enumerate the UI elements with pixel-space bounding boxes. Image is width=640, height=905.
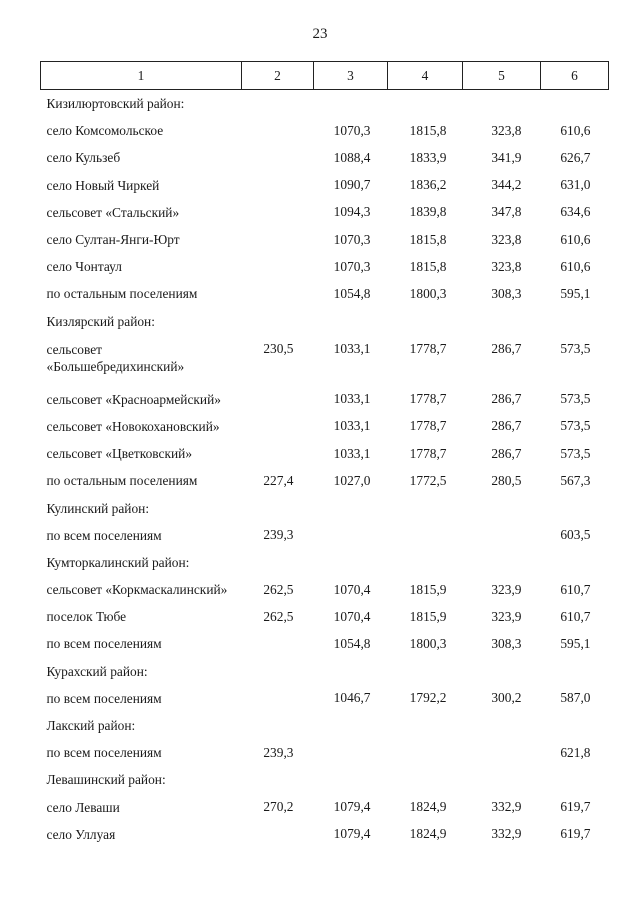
value-cell-col2 — [242, 90, 314, 118]
value-cell-col2 — [242, 712, 314, 739]
value-cell-col5: 286,7 — [491, 418, 522, 434]
value-cell-col3: 1070,4 — [333, 581, 371, 597]
page-number: 23 — [312, 26, 328, 42]
table-row — [41, 253, 609, 280]
value-cell-col4: 1778,7 — [409, 391, 447, 407]
column-header: 3 — [314, 62, 388, 90]
value-cell-col3 — [314, 90, 388, 118]
column-header: 4 — [388, 62, 463, 90]
value-cell-col4 — [388, 494, 463, 521]
value-cell-col4: 1815,9 — [409, 608, 447, 624]
district-name: Кизилюртовский район: — [46, 96, 185, 112]
value-cell-col5: 341,9 — [491, 149, 522, 165]
value-cell-col6: 610,6 — [560, 258, 591, 274]
value-cell-col5: 300,2 — [491, 690, 522, 706]
value-cell-col5 — [463, 494, 541, 521]
settlement-name: поселок Тюбе — [46, 609, 127, 625]
table-row — [41, 226, 609, 253]
value-cell-col2: 239,3 — [263, 527, 294, 543]
value-cell-col3 — [314, 549, 388, 576]
settlement-name: по всем поселениям — [46, 745, 162, 761]
settlement-name: село Уллуая — [46, 826, 116, 842]
value-cell-col4: 1815,8 — [409, 122, 447, 138]
column-header: 2 — [242, 62, 314, 90]
value-cell-col6 — [541, 658, 609, 685]
settlement-name: сельсовет «Большебредихинский» — [46, 341, 185, 374]
value-cell-col6: 595,1 — [560, 285, 591, 301]
value-cell-col5 — [463, 90, 541, 118]
value-cell-col2 — [242, 280, 314, 307]
value-cell-col6: 634,6 — [560, 204, 591, 220]
table-row — [41, 144, 609, 171]
tariff-table — [40, 61, 609, 848]
table-row — [41, 821, 609, 848]
value-cell-col5: 323,8 — [491, 231, 522, 247]
district-heading-row — [41, 658, 609, 685]
value-cell-col4: 1815,8 — [409, 231, 447, 247]
value-cell-col2 — [242, 549, 314, 576]
settlement-name: по всем поселениям — [46, 527, 162, 543]
value-cell-col6 — [541, 712, 609, 739]
table-row — [41, 576, 609, 603]
settlement-name: село Новый Чиркей — [46, 177, 160, 193]
value-cell-col6: 573,5 — [560, 340, 591, 356]
settlement-name: сельсовет «Стальский» — [46, 204, 180, 220]
value-cell-col2 — [242, 440, 314, 467]
value-cell-col2 — [242, 630, 314, 657]
settlement-name: сельсовет «Коркмаскалинский» — [46, 582, 228, 598]
value-cell-col6 — [541, 549, 609, 576]
settlement-name: сельсовет «Красноармейский» — [46, 391, 221, 407]
value-cell-col2 — [242, 199, 314, 226]
district-heading-row — [41, 494, 609, 521]
value-cell-col3 — [314, 658, 388, 685]
district-heading-row — [41, 90, 609, 118]
value-cell-col3: 1070,4 — [333, 608, 371, 624]
value-cell-col3: 1033,1 — [333, 391, 371, 407]
value-cell-col3 — [314, 739, 388, 766]
value-cell-col2 — [242, 226, 314, 253]
value-cell-col2: 270,2 — [263, 799, 294, 815]
district-heading-row — [41, 308, 609, 335]
district-name: Кумторкалинский район: — [46, 554, 190, 570]
value-cell-col3 — [314, 766, 388, 793]
district-name: Лакский район: — [46, 718, 136, 734]
settlement-name: по всем поселениям — [46, 690, 162, 706]
value-cell-col2 — [242, 172, 314, 199]
value-cell-col5: 308,3 — [491, 285, 522, 301]
value-cell-col6: 573,5 — [560, 445, 591, 461]
value-cell-col3 — [314, 308, 388, 335]
header-row — [41, 62, 609, 90]
value-cell-col4: 1836,2 — [409, 177, 447, 193]
table-row — [41, 335, 609, 386]
value-cell-col4 — [388, 308, 463, 335]
value-cell-col6: 621,8 — [560, 744, 591, 760]
value-cell-col4: 1833,9 — [409, 149, 447, 165]
district-heading-row — [41, 766, 609, 793]
value-cell-col2 — [242, 308, 314, 335]
value-cell-col6: 631,0 — [560, 177, 591, 193]
value-cell-col4: 1839,8 — [409, 204, 447, 220]
value-cell-col3: 1054,8 — [333, 635, 371, 651]
value-cell-col3: 1054,8 — [333, 285, 371, 301]
table-row — [41, 794, 609, 821]
table-row — [41, 199, 609, 226]
settlement-name: по остальным поселениям — [46, 286, 198, 302]
value-cell-col5 — [463, 658, 541, 685]
value-cell-col2 — [242, 494, 314, 521]
district-name: Кизлярский район: — [46, 313, 155, 329]
value-cell-col2 — [242, 685, 314, 712]
table-row — [41, 630, 609, 657]
settlement-name: село Чонтаул — [46, 259, 122, 275]
table-row — [41, 522, 609, 549]
value-cell-col3: 1079,4 — [333, 826, 371, 842]
settlement-name: сельсовет «Цветковский» — [46, 446, 193, 462]
value-cell-col4 — [388, 658, 463, 685]
value-cell-col5: 323,9 — [491, 608, 522, 624]
settlement-name: село Комсомольское — [46, 123, 164, 139]
settlement-name: село Леваши — [46, 799, 120, 815]
value-cell-col3: 1033,1 — [333, 445, 371, 461]
column-header: 6 — [541, 62, 609, 90]
table-row — [41, 386, 609, 413]
value-cell-col3 — [314, 522, 388, 549]
value-cell-col6: 603,5 — [560, 527, 591, 543]
value-cell-col2 — [242, 766, 314, 793]
value-cell-col5: 332,9 — [491, 799, 522, 815]
value-cell-col3: 1033,1 — [333, 340, 371, 356]
value-cell-col2: 262,5 — [263, 608, 294, 624]
value-cell-col3: 1090,7 — [333, 177, 371, 193]
district-heading-row — [41, 549, 609, 576]
value-cell-col3: 1070,3 — [333, 258, 371, 274]
value-cell-col5: 308,3 — [491, 635, 522, 651]
value-cell-col4 — [388, 712, 463, 739]
value-cell-col6 — [541, 90, 609, 118]
value-cell-col6 — [541, 308, 609, 335]
value-cell-col2 — [242, 658, 314, 685]
settlement-name: по всем поселениям — [46, 636, 162, 652]
value-cell-col4: 1824,9 — [409, 799, 447, 815]
table-row — [41, 603, 609, 630]
value-cell-col4: 1778,7 — [409, 445, 447, 461]
value-cell-col6 — [541, 494, 609, 521]
value-cell-col6: 610,7 — [560, 608, 591, 624]
value-cell-col6: 573,5 — [560, 418, 591, 434]
value-cell-col4: 1824,9 — [409, 826, 447, 842]
value-cell-col3: 1088,4 — [333, 149, 371, 165]
value-cell-col5: 286,7 — [491, 445, 522, 461]
value-cell-col3: 1094,3 — [333, 204, 371, 220]
settlement-name: село Кульзеб — [46, 150, 121, 166]
value-cell-col4 — [388, 739, 463, 766]
value-cell-col4: 1815,8 — [409, 258, 447, 274]
district-name: Курахский район: — [46, 663, 148, 679]
value-cell-col6: 595,1 — [560, 635, 591, 651]
district-name: Кулинский район: — [46, 500, 150, 516]
value-cell-col3 — [314, 494, 388, 521]
value-cell-col3: 1070,3 — [333, 122, 371, 138]
value-cell-col3: 1079,4 — [333, 799, 371, 815]
value-cell-col5 — [463, 308, 541, 335]
value-cell-col3: 1027,0 — [333, 472, 371, 488]
column-header: 5 — [463, 62, 541, 90]
value-cell-col5: 323,8 — [491, 258, 522, 274]
value-cell-col6: 610,6 — [560, 122, 591, 138]
value-cell-col5 — [463, 766, 541, 793]
value-cell-col2: 262,5 — [263, 581, 294, 597]
table-row — [41, 172, 609, 199]
value-cell-col5: 286,7 — [491, 340, 522, 356]
value-cell-col5: 344,2 — [491, 177, 522, 193]
value-cell-col2: 239,3 — [263, 744, 294, 760]
value-cell-col4: 1800,3 — [409, 635, 447, 651]
value-cell-col3: 1070,3 — [333, 231, 371, 247]
value-cell-col2 — [242, 117, 314, 144]
value-cell-col6: 610,7 — [560, 581, 591, 597]
value-cell-col4: 1778,7 — [409, 340, 447, 356]
table-header — [41, 62, 609, 90]
value-cell-col5 — [463, 739, 541, 766]
value-cell-col5: 286,7 — [491, 391, 522, 407]
value-cell-col3: 1033,1 — [333, 418, 371, 434]
column-header: 1 — [41, 62, 242, 90]
value-cell-col2: 227,4 — [263, 472, 294, 488]
value-cell-col4 — [388, 766, 463, 793]
district-name: Левашинский район: — [46, 772, 166, 788]
table-row — [41, 413, 609, 440]
value-cell-col6: 610,6 — [560, 231, 591, 247]
settlement-name: село Султан-Янги-Юрт — [46, 232, 180, 248]
table-row — [41, 685, 609, 712]
value-cell-col4 — [388, 90, 463, 118]
value-cell-col2 — [242, 413, 314, 440]
value-cell-col2 — [242, 144, 314, 171]
value-cell-col5: 347,8 — [491, 204, 522, 220]
table-row — [41, 280, 609, 307]
district-heading-row — [41, 712, 609, 739]
value-cell-col6: 587,0 — [560, 690, 591, 706]
table-body — [41, 90, 609, 848]
value-cell-col4 — [388, 522, 463, 549]
value-cell-col3: 1046,7 — [333, 690, 371, 706]
value-cell-col4: 1792,2 — [409, 690, 447, 706]
table-row — [41, 467, 609, 494]
value-cell-col5: 280,5 — [491, 472, 522, 488]
value-cell-col5: 323,9 — [491, 581, 522, 597]
value-cell-col2 — [242, 821, 314, 848]
value-cell-col5 — [463, 522, 541, 549]
value-cell-col5: 332,9 — [491, 826, 522, 842]
value-cell-col5: 323,8 — [491, 122, 522, 138]
value-cell-col6: 626,7 — [560, 149, 591, 165]
settlement-name: сельсовет «Новокохановский» — [46, 418, 220, 434]
value-cell-col5 — [463, 549, 541, 576]
settlement-name: по остальным поселениям — [46, 473, 198, 489]
value-cell-col4: 1778,7 — [409, 418, 447, 434]
value-cell-col2 — [242, 386, 314, 413]
value-cell-col2 — [242, 253, 314, 280]
table-row — [41, 739, 609, 766]
value-cell-col6: 619,7 — [560, 826, 591, 842]
table-row — [41, 440, 609, 467]
value-cell-col6: 567,3 — [560, 472, 591, 488]
value-cell-col3 — [314, 712, 388, 739]
value-cell-col4: 1800,3 — [409, 285, 447, 301]
value-cell-col4 — [388, 549, 463, 576]
value-cell-col6 — [541, 766, 609, 793]
table-row — [41, 117, 609, 144]
value-cell-col2: 230,5 — [263, 340, 294, 356]
value-cell-col4: 1772,5 — [409, 472, 447, 488]
value-cell-col4: 1815,9 — [409, 581, 447, 597]
value-cell-col5 — [463, 712, 541, 739]
value-cell-col6: 573,5 — [560, 391, 591, 407]
value-cell-col6: 619,7 — [560, 799, 591, 815]
